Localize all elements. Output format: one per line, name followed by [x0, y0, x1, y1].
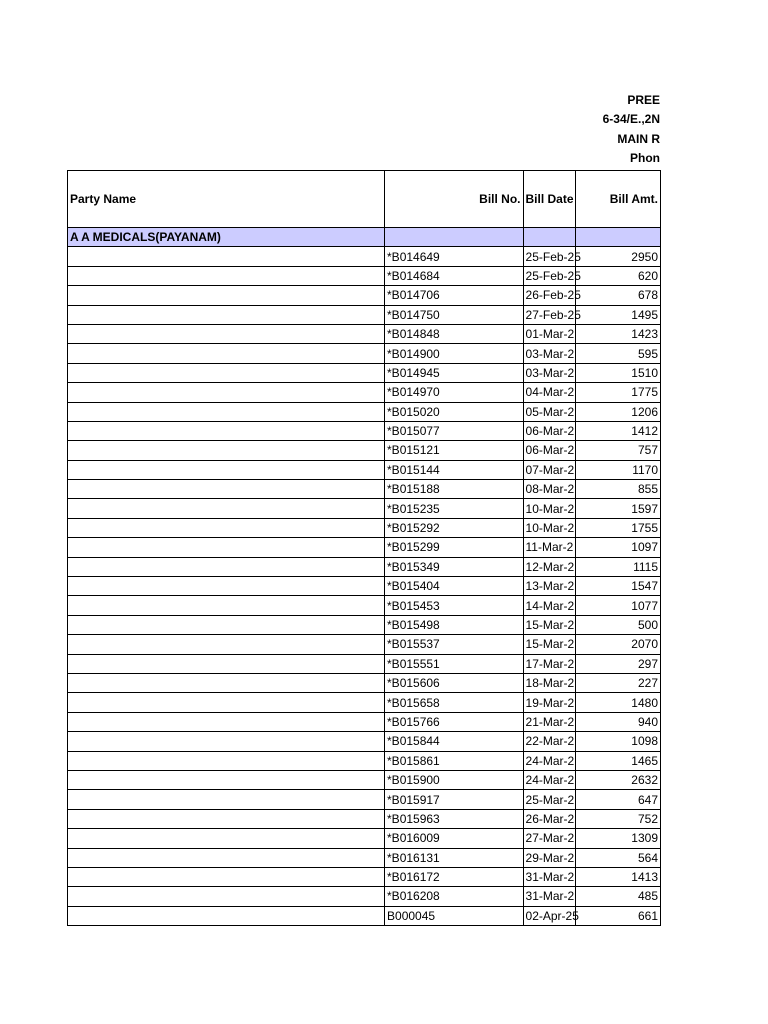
table-row — [68, 266, 661, 285]
bill-amt-cell: 1412 — [575, 421, 660, 440]
bill-no-cell: *B015900 — [385, 770, 524, 789]
bill-date-cell: 22-Mar-2 — [523, 732, 575, 751]
table-row — [68, 790, 661, 809]
table-row — [68, 499, 661, 518]
bill-amt-cell: 1115 — [575, 557, 660, 576]
bill-amt-cell: 297 — [575, 654, 660, 673]
party-cell — [68, 654, 385, 673]
bill-date-cell: 25-Mar-2 — [523, 790, 575, 809]
bill-amt-cell: 940 — [575, 712, 660, 731]
bill-date-cell: 24-Mar-2 — [523, 751, 575, 770]
bill-no-cell: *B014684 — [385, 266, 524, 285]
bill-amt-cell: 678 — [575, 286, 660, 305]
party-cell — [68, 557, 385, 576]
bill-date-cell: 13-Mar-2 — [523, 577, 575, 596]
bill-no-cell: *B014945 — [385, 363, 524, 382]
bill-amt-cell: 227 — [575, 673, 660, 692]
party-cell — [68, 305, 385, 324]
bill-amt-cell: 620 — [575, 266, 660, 285]
party-cell — [68, 577, 385, 596]
bill-amt-cell: 1755 — [575, 518, 660, 537]
party-cell — [68, 906, 385, 925]
bill-no-cell: *B016009 — [385, 829, 524, 848]
bill-amt-cell: 1423 — [575, 324, 660, 343]
bill-date-cell: 02-Apr-25 — [523, 906, 575, 925]
table-row — [68, 693, 661, 712]
party-cell — [68, 848, 385, 867]
bill-amt-cell: 1510 — [575, 363, 660, 382]
bill-date-cell: 03-Mar-2 — [523, 344, 575, 363]
party-cell — [68, 596, 385, 615]
bills-table — [67, 170, 661, 926]
bill-no-cell: *B015144 — [385, 460, 524, 479]
party-cell — [68, 712, 385, 731]
empty-cell — [523, 228, 575, 247]
bill-date-cell: 12-Mar-2 — [523, 557, 575, 576]
bill-no-cell: *B016208 — [385, 887, 524, 906]
bill-no-cell: *B015121 — [385, 441, 524, 460]
party-cell — [68, 518, 385, 537]
bill-date-cell: 15-Mar-2 — [523, 635, 575, 654]
bill-amt-cell: 1206 — [575, 402, 660, 421]
empty-cell — [385, 228, 524, 247]
bill-date-cell: 04-Mar-2 — [523, 383, 575, 402]
bill-date-cell: 03-Mar-2 — [523, 363, 575, 382]
company-address-line2: MAIN R — [617, 132, 660, 146]
bill-date-cell: 26-Mar-2 — [523, 809, 575, 828]
bill-no-cell: *B015963 — [385, 809, 524, 828]
bill-amt-cell: 855 — [575, 480, 660, 499]
bill-date-cell: 11-Mar-2 — [523, 538, 575, 557]
bill-no-cell: *B014649 — [385, 247, 524, 266]
bill-date-cell: 10-Mar-2 — [523, 499, 575, 518]
party-cell — [68, 421, 385, 440]
bill-amt-cell: 1098 — [575, 732, 660, 751]
party-cell — [68, 673, 385, 692]
party-cell — [68, 344, 385, 363]
bill-no-cell: *B015551 — [385, 654, 524, 673]
table-header-row — [68, 171, 661, 228]
bill-no-cell: *B016172 — [385, 867, 524, 886]
bill-date-cell: 29-Mar-2 — [523, 848, 575, 867]
bill-date-cell: 25-Feb-25 — [523, 247, 575, 266]
bill-no-cell: *B015537 — [385, 635, 524, 654]
bill-no-cell: *B015188 — [385, 480, 524, 499]
bill-amt-cell: 1465 — [575, 751, 660, 770]
table-row — [68, 305, 661, 324]
bill-no-cell: *B015349 — [385, 557, 524, 576]
table-row — [68, 673, 661, 692]
table-row — [68, 441, 661, 460]
table-row — [68, 383, 661, 402]
bill-date-cell: 06-Mar-2 — [523, 421, 575, 440]
company-name: PREE — [627, 93, 660, 107]
bill-amt-cell: 1097 — [575, 538, 660, 557]
party-cell — [68, 538, 385, 557]
table-row — [68, 867, 661, 886]
party-cell — [68, 693, 385, 712]
party-cell — [68, 770, 385, 789]
bill-date-cell: 10-Mar-2 — [523, 518, 575, 537]
party-cell — [68, 809, 385, 828]
bill-amt-cell: 1413 — [575, 867, 660, 886]
table-row — [68, 518, 661, 537]
bill-no-cell: *B015235 — [385, 499, 524, 518]
bill-amt-cell: 485 — [575, 887, 660, 906]
bill-no-cell: *B015606 — [385, 673, 524, 692]
bill-no-cell: *B015498 — [385, 615, 524, 634]
empty-cell — [575, 228, 660, 247]
table-row — [68, 712, 661, 731]
bill-amt-cell: 1495 — [575, 305, 660, 324]
table-row — [68, 770, 661, 789]
bill-no-cell: *B014900 — [385, 344, 524, 363]
party-cell — [68, 363, 385, 382]
bill-no-header: Bill No. — [385, 171, 524, 228]
bill-amt-cell: 757 — [575, 441, 660, 460]
party-cell — [68, 635, 385, 654]
bill-no-cell: *B015404 — [385, 577, 524, 596]
bill-no-cell: *B015861 — [385, 751, 524, 770]
party-cell — [68, 460, 385, 479]
bill-date-cell: 17-Mar-2 — [523, 654, 575, 673]
bill-no-cell: *B015020 — [385, 402, 524, 421]
party-cell — [68, 402, 385, 421]
table-row — [68, 848, 661, 867]
bill-date-cell: 18-Mar-2 — [523, 673, 575, 692]
party-name-header: Party Name — [68, 171, 385, 228]
bill-amt-cell: 1077 — [575, 596, 660, 615]
table-row — [68, 460, 661, 479]
bill-no-cell: *B015077 — [385, 421, 524, 440]
table-row — [68, 363, 661, 382]
table-row — [68, 577, 661, 596]
company-address-line1: 6-34/E.,2N — [602, 112, 660, 126]
bill-no-cell: *B015844 — [385, 732, 524, 751]
bill-amt-cell: 1597 — [575, 499, 660, 518]
bill-date-cell: 06-Mar-2 — [523, 441, 575, 460]
bill-amt-cell: 752 — [575, 809, 660, 828]
table-row — [68, 887, 661, 906]
table-row — [68, 402, 661, 421]
bill-no-cell: *B015292 — [385, 518, 524, 537]
party-cell — [68, 751, 385, 770]
bill-amt-cell: 564 — [575, 848, 660, 867]
bill-date-cell: 31-Mar-2 — [523, 867, 575, 886]
table-row — [68, 809, 661, 828]
bill-date-cell: 21-Mar-2 — [523, 712, 575, 731]
party-cell — [68, 867, 385, 886]
bill-amt-cell: 595 — [575, 344, 660, 363]
bill-date-cell: 05-Mar-2 — [523, 402, 575, 421]
bill-date-cell: 15-Mar-2 — [523, 615, 575, 634]
bill-amt-cell: 2950 — [575, 247, 660, 266]
bill-date-cell: 31-Mar-2 — [523, 887, 575, 906]
bill-amt-cell: 2632 — [575, 770, 660, 789]
bill-amt-cell: 1309 — [575, 829, 660, 848]
table-row — [68, 557, 661, 576]
party-group-name: A A MEDICALS(PAYANAM) — [68, 228, 385, 247]
party-cell — [68, 324, 385, 343]
bill-date-cell: 27-Mar-2 — [523, 829, 575, 848]
bill-no-cell: *B014706 — [385, 286, 524, 305]
bill-amt-cell: 661 — [575, 906, 660, 925]
bill-amt-cell: 1480 — [575, 693, 660, 712]
bill-date-cell: 26-Feb-25 — [523, 286, 575, 305]
table-row — [68, 751, 661, 770]
bill-amt-header: Bill Amt. — [575, 171, 660, 228]
table-row — [68, 829, 661, 848]
party-cell — [68, 441, 385, 460]
bill-no-cell: *B015299 — [385, 538, 524, 557]
table-row — [68, 538, 661, 557]
party-cell — [68, 286, 385, 305]
party-cell — [68, 829, 385, 848]
party-cell — [68, 383, 385, 402]
table-row — [68, 596, 661, 615]
bill-no-cell: *B015658 — [385, 693, 524, 712]
bill-amt-cell: 2070 — [575, 635, 660, 654]
bill-amt-cell: 647 — [575, 790, 660, 809]
table-row — [68, 344, 661, 363]
party-cell — [68, 732, 385, 751]
table-row — [68, 421, 661, 440]
party-cell — [68, 615, 385, 634]
party-cell — [68, 790, 385, 809]
bill-no-cell: *B014848 — [385, 324, 524, 343]
table-row — [68, 732, 661, 751]
bill-no-cell: *B015766 — [385, 712, 524, 731]
bill-no-cell: *B015453 — [385, 596, 524, 615]
bill-date-cell: 25-Feb-25 — [523, 266, 575, 285]
party-cell — [68, 480, 385, 499]
party-cell — [68, 266, 385, 285]
bill-amt-cell: 1170 — [575, 460, 660, 479]
bill-date-cell: 14-Mar-2 — [523, 596, 575, 615]
bill-no-cell: B000045 — [385, 906, 524, 925]
table-row — [68, 635, 661, 654]
bill-no-cell: *B016131 — [385, 848, 524, 867]
bill-no-cell: *B014750 — [385, 305, 524, 324]
bill-date-cell: 27-Feb-25 — [523, 305, 575, 324]
bill-amt-cell: 500 — [575, 615, 660, 634]
bill-amt-cell: 1775 — [575, 383, 660, 402]
bill-date-cell: 24-Mar-2 — [523, 770, 575, 789]
bill-date-cell: 19-Mar-2 — [523, 693, 575, 712]
bill-date-cell: 01-Mar-2 — [523, 324, 575, 343]
table-row — [68, 615, 661, 634]
party-group-row — [68, 228, 661, 247]
table-row — [68, 286, 661, 305]
bill-date-header: Bill Date — [523, 171, 575, 228]
party-cell — [68, 247, 385, 266]
bill-no-cell: *B015917 — [385, 790, 524, 809]
party-cell — [68, 887, 385, 906]
bill-amt-cell: 1547 — [575, 577, 660, 596]
table-row — [68, 654, 661, 673]
table-row — [68, 247, 661, 266]
company-phone: Phon — [630, 151, 660, 165]
table-row — [68, 906, 661, 925]
bill-date-cell: 08-Mar-2 — [523, 480, 575, 499]
party-cell — [68, 499, 385, 518]
bill-date-cell: 07-Mar-2 — [523, 460, 575, 479]
bill-no-cell: *B014970 — [385, 383, 524, 402]
table-row — [68, 480, 661, 499]
table-row — [68, 324, 661, 343]
